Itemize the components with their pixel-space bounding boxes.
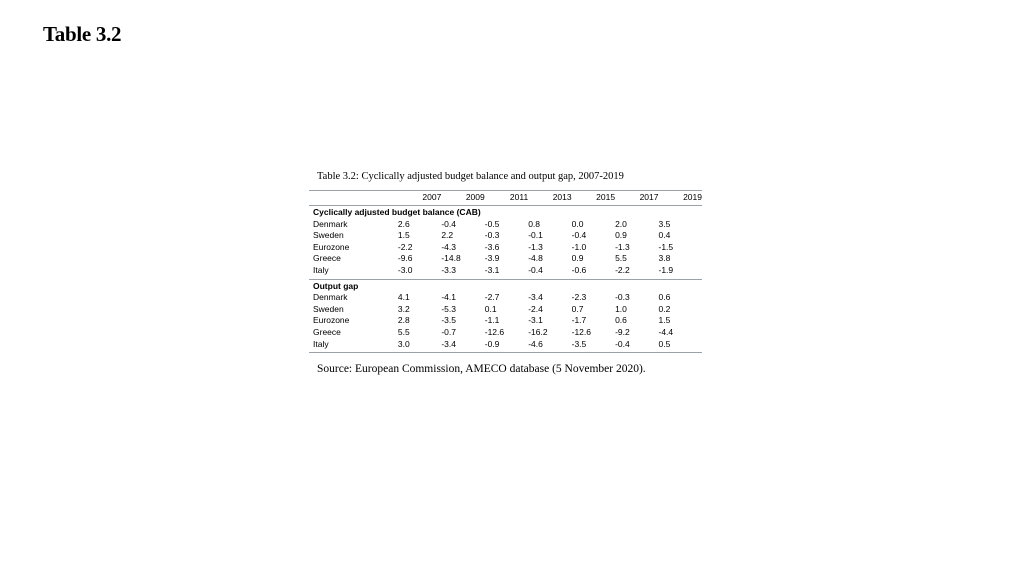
- value-cell: -1.9: [658, 264, 674, 275]
- value-cell: -3.1: [528, 315, 543, 326]
- value-cell: -16.2: [528, 326, 548, 337]
- value-cell: -4.1: [441, 292, 456, 303]
- value-cell: -3.1: [484, 264, 500, 275]
- value-cell: 2.2: [441, 230, 454, 241]
- value-cell: -3.4: [441, 339, 484, 353]
- value-cell: 0.5: [659, 339, 703, 353]
- value-cell: 0.6: [615, 315, 627, 326]
- year-header: 2011: [509, 192, 529, 203]
- value-cell: -1.5: [658, 241, 674, 252]
- value-cell: -9.2: [615, 326, 630, 337]
- value-cell: -0.3: [484, 230, 500, 241]
- table-row: [309, 304, 702, 316]
- value-cell: 0.9: [571, 253, 584, 264]
- value-cell: -2.2: [615, 264, 630, 275]
- table-row: [309, 315, 702, 327]
- value-cell: -4.4: [658, 326, 674, 337]
- value-cell: -2.3: [571, 292, 587, 303]
- value-cell: 0.0: [571, 218, 584, 229]
- value-cell: -0.6: [571, 264, 587, 275]
- year-header: 2013: [552, 192, 572, 203]
- value-cell: 0.8: [528, 218, 541, 229]
- value-cell: -5.3: [441, 303, 456, 314]
- table-row: [309, 219, 702, 231]
- country-cell: Denmark: [313, 292, 348, 303]
- value-cell: -3.5: [441, 315, 456, 326]
- value-cell: -0.4: [571, 230, 587, 241]
- value-cell: -3.3: [441, 264, 456, 275]
- value-cell: -14.8: [441, 253, 461, 264]
- table-caption: Table 3.2: Cyclically adjusted budget balance and output gap, 2007-2019: [317, 171, 624, 182]
- value-cell: -0.3: [615, 292, 630, 303]
- country-cell: Sweden: [313, 230, 344, 241]
- year-header: 2007: [422, 192, 442, 203]
- section-heading-row: [309, 206, 702, 219]
- country-cell: Italy: [309, 339, 398, 353]
- value-cell: -0.4: [528, 264, 543, 275]
- value-cell: -2.7: [484, 292, 500, 303]
- source-note: Source: European Commission, AMECO database (5 November 2020).: [317, 363, 646, 375]
- value-cell: -0.4: [615, 339, 658, 353]
- value-cell: 3.8: [658, 253, 671, 264]
- country-cell: Greece: [313, 326, 341, 337]
- table-row: [309, 292, 702, 304]
- section-heading: Output gap: [309, 279, 702, 292]
- value-cell: -3.0: [397, 264, 413, 275]
- year-header: 2017: [639, 192, 659, 203]
- year-header: 2019: [683, 192, 702, 203]
- section-heading: Cyclically adjusted budget balance (CAB): [313, 207, 481, 217]
- year-header: 2015: [596, 192, 616, 203]
- country-cell: Eurozone: [313, 315, 350, 326]
- value-cell: 1.5: [397, 230, 410, 241]
- value-cell: 3.5: [658, 218, 671, 229]
- value-cell: 0.1: [484, 303, 497, 314]
- value-cell: -3.9: [484, 253, 500, 264]
- header-blank: [309, 191, 398, 206]
- table-row: [309, 253, 702, 265]
- value-cell: -2.4: [528, 303, 543, 314]
- value-cell: 2.0: [615, 218, 627, 229]
- header-row: [309, 191, 702, 206]
- value-cell: 1.0: [615, 303, 627, 314]
- value-cell: -3.5: [572, 339, 615, 353]
- value-cell: -0.1: [528, 230, 543, 241]
- value-cell: 0.2: [658, 303, 671, 314]
- table-row: [309, 339, 702, 353]
- value-cell: 2.8: [397, 315, 410, 326]
- value-cell: -1.0: [571, 241, 587, 252]
- value-cell: 0.9: [615, 230, 627, 241]
- value-cell: 2.6: [397, 218, 410, 229]
- value-cell: 4.1: [397, 292, 410, 303]
- value-cell: -3.6: [484, 241, 500, 252]
- value-cell: -0.4: [441, 218, 456, 229]
- value-cell: 3.0: [398, 339, 441, 353]
- value-cell: -2.2: [397, 241, 413, 252]
- country-cell: Greece: [313, 253, 341, 264]
- value-cell: -9.6: [397, 253, 413, 264]
- table-body: [309, 206, 702, 353]
- country-cell: Denmark: [313, 218, 348, 229]
- value-cell: -4.8: [528, 253, 543, 264]
- value-cell: -4.3: [441, 241, 456, 252]
- value-cell: -0.9: [485, 339, 528, 353]
- slide-title: Table 3.2: [43, 22, 122, 46]
- value-cell: 0.4: [658, 230, 671, 241]
- table-row: [309, 242, 702, 254]
- value-cell: -3.4: [528, 292, 543, 303]
- value-cell: 3.2: [397, 303, 410, 314]
- data-table: [309, 190, 702, 353]
- country-cell: Italy: [313, 264, 329, 275]
- value-cell: -0.5: [484, 218, 500, 229]
- value-cell: 5.5: [397, 326, 410, 337]
- country-cell: Sweden: [313, 303, 344, 314]
- value-cell: -4.6: [528, 339, 571, 353]
- value-cell: -1.1: [484, 315, 500, 326]
- country-cell: Eurozone: [313, 241, 350, 252]
- value-cell: -1.3: [615, 241, 630, 252]
- value-cell: -1.3: [528, 241, 543, 252]
- value-cell: 0.6: [658, 292, 671, 303]
- table-row: [309, 265, 702, 279]
- table-row: [309, 230, 702, 242]
- table-row: [309, 327, 702, 339]
- value-cell: -1.7: [571, 315, 587, 326]
- table-header: [309, 191, 702, 206]
- section-heading-row: [309, 279, 702, 292]
- value-cell: 1.5: [658, 315, 671, 326]
- year-header: 2009: [465, 192, 485, 203]
- value-cell: -12.6: [484, 326, 505, 337]
- value-cell: -0.7: [441, 326, 456, 337]
- value-cell: 0.7: [571, 303, 584, 314]
- value-cell: -12.6: [571, 326, 591, 337]
- value-cell: 5.5: [615, 253, 627, 264]
